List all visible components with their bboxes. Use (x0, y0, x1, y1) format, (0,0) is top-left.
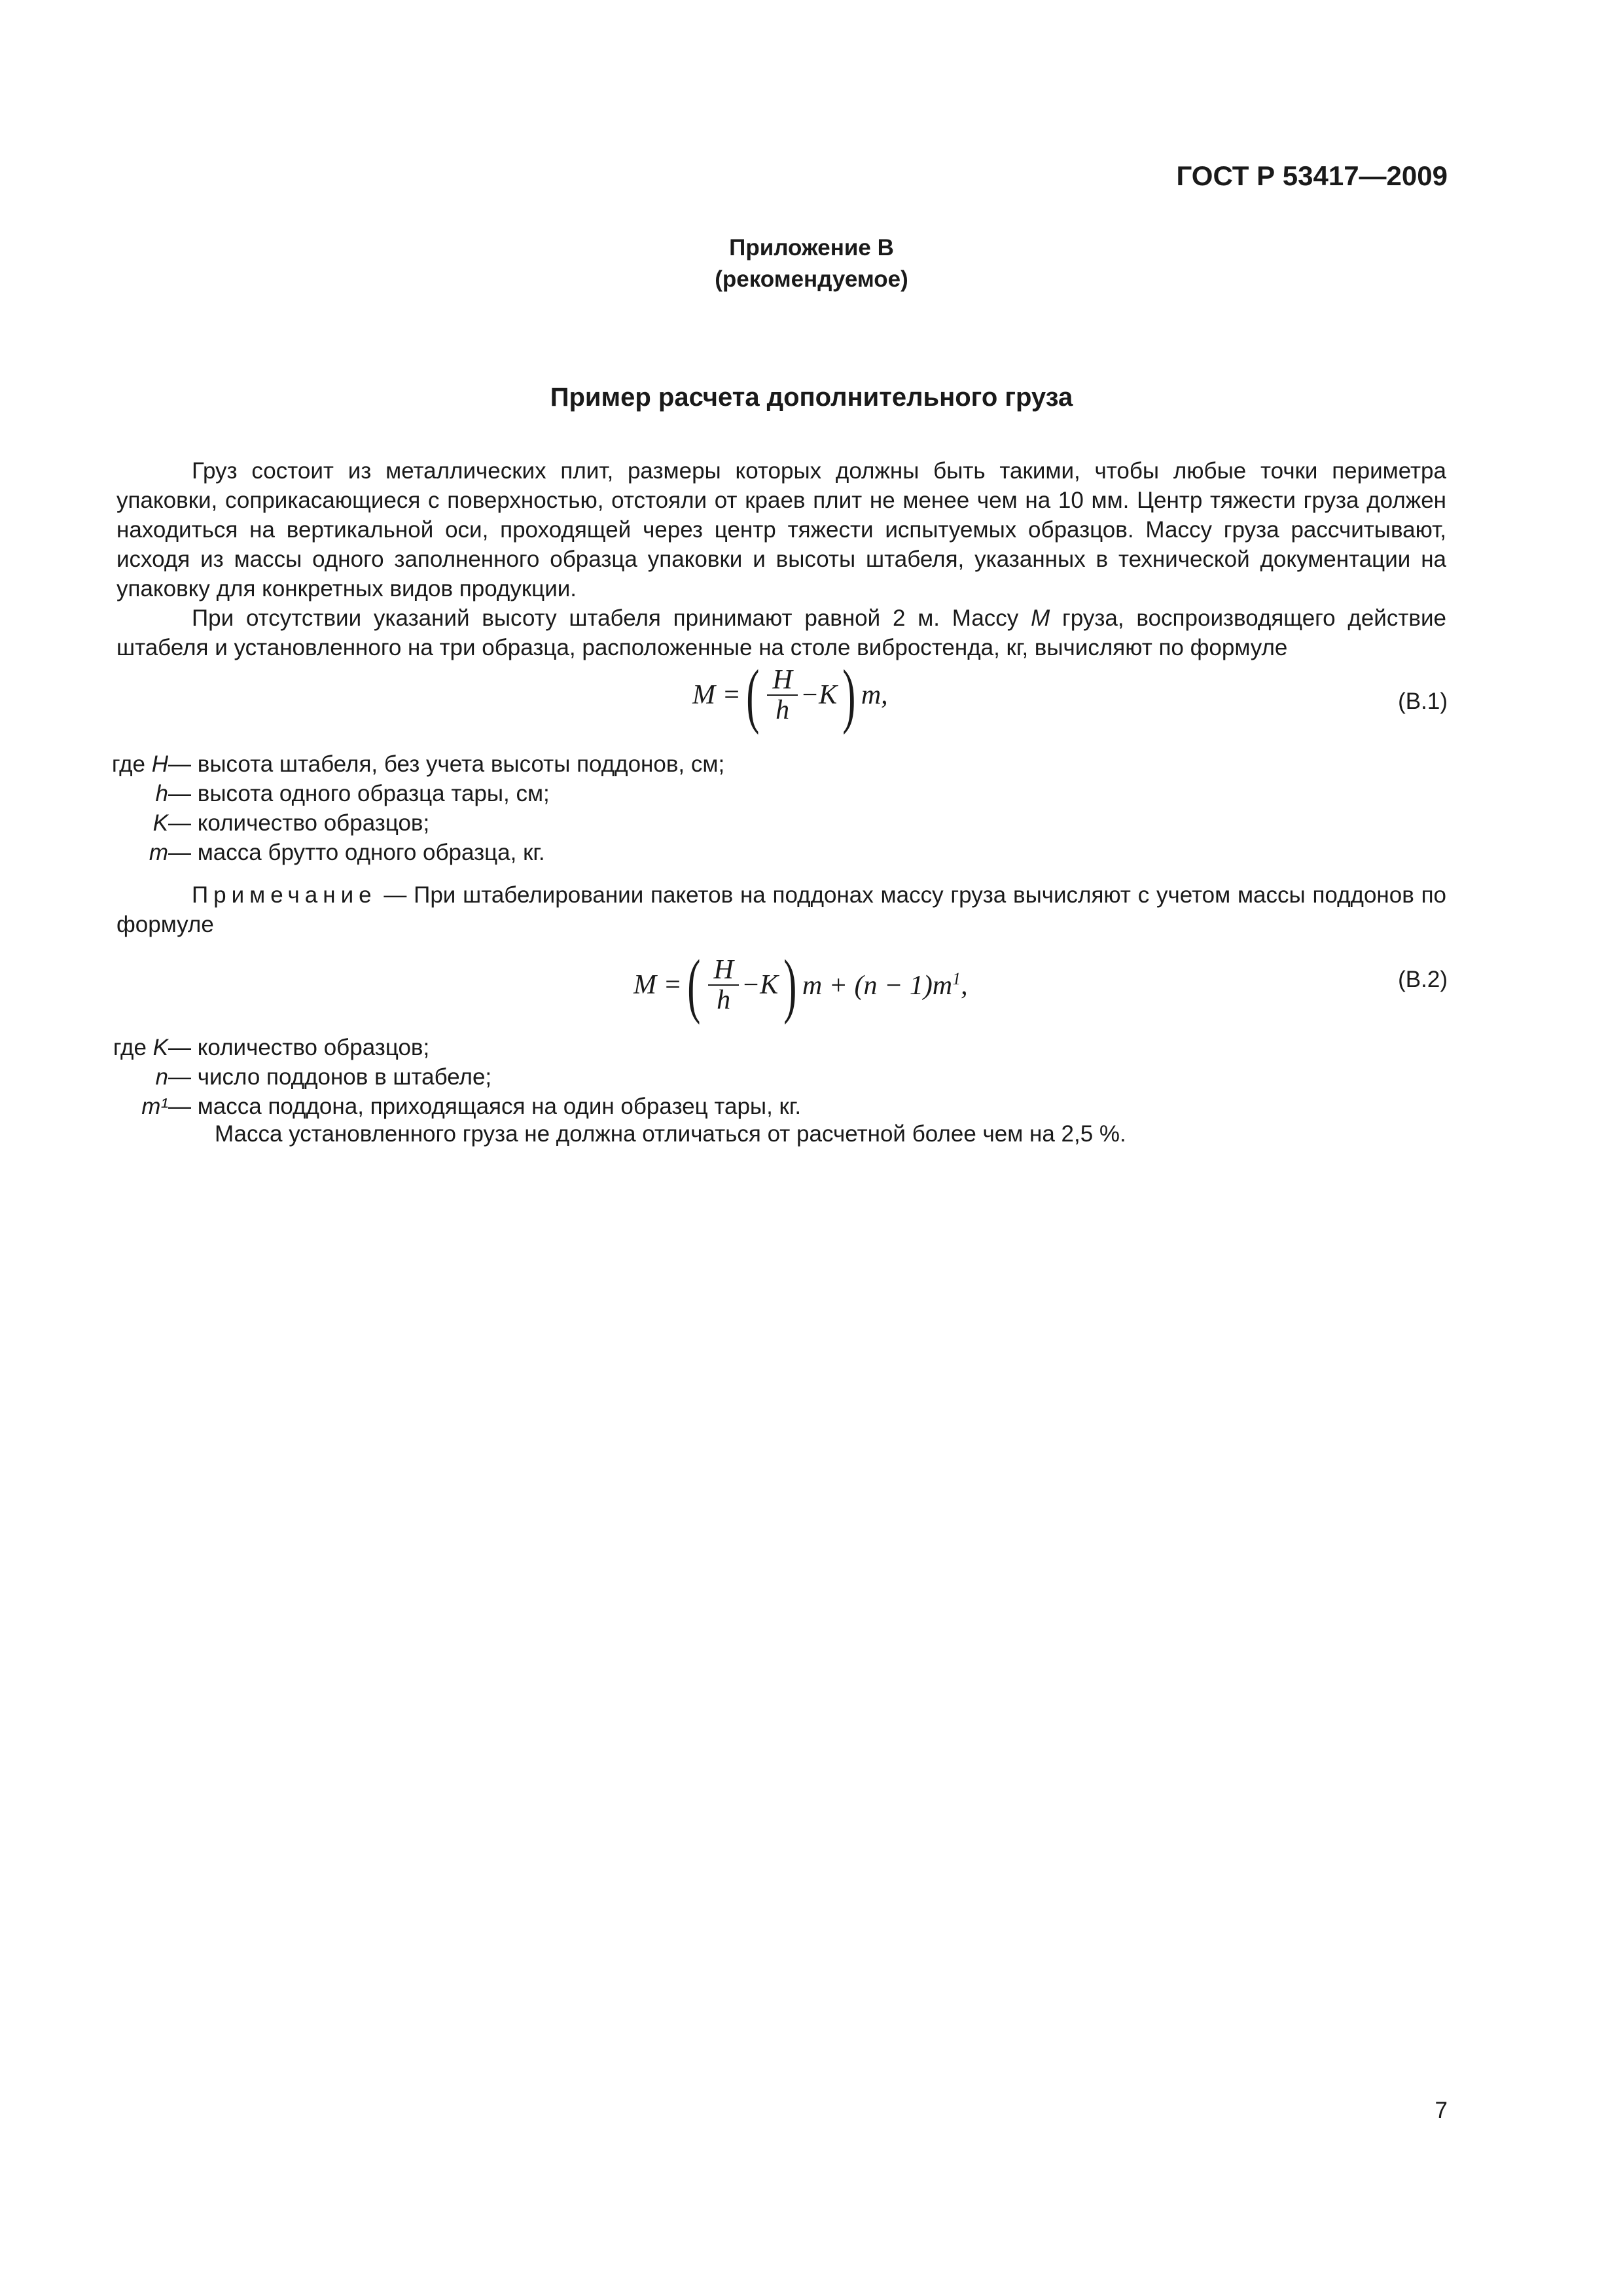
formula-b1-tail: m, (861, 680, 888, 710)
definition-text: — количество образцов; (168, 810, 430, 836)
paragraph-2-start: При отсутствии указаний высоту штабеля принимают равной 2 м. Массу (192, 605, 1031, 631)
paragraph-2 (116, 603, 1446, 662)
formula-b2-tail: $m + (n - 1)m^1$, (802, 969, 968, 1001)
formula-b2-fraction (708, 956, 738, 1014)
paragraph-2-end: груза, воспроизводящего действие штабеля и установленного на три образца, расположенные на столе вибростенда, кг, вычисляют по формуле (116, 605, 1446, 660)
definition-row (0, 1062, 801, 1092)
definition-row (0, 808, 724, 838)
left-paren-icon: ( (746, 655, 760, 735)
formula-b2-denominator: h (717, 985, 731, 1015)
formula-b1-lhs: M = (692, 680, 741, 710)
definition-lead: K (152, 810, 168, 836)
formula-b1 (692, 655, 888, 735)
definition-text: — масса поддона, приходящаяся на один образец тары, кг. (168, 1094, 802, 1119)
definition-row (0, 838, 724, 867)
note-block (116, 880, 1446, 939)
left-paren-icon: ( (687, 945, 701, 1025)
definition-row (0, 749, 724, 779)
section-title: Пример расчета дополнительного груза (550, 383, 1073, 412)
paragraph-1: Груз состоит из металлических плит, размеры которых должны быть такими, чтобы любые точки периметра упаковки, соприкасающиеся с поверхностью, отстояли от краев плит не менее чем на 10 мм. Центр тяжести груза должен находиться на вертикальной оси, проходящей через центр тяжести испытуемых образцов. Массу груза рассчитывают, исходя из массы одного заполненного образца упаковки и высоты штабеля, указанных в технической документации на упаковку для конкретных видов продукции. (116, 458, 1446, 601)
definition-text: — масса брутто одного образца, кг. (168, 840, 545, 865)
definition-text: — число поддонов в штабеле; (168, 1064, 492, 1090)
right-paren-icon: ) (783, 945, 797, 1025)
formula-b1-number: (В.1) (1398, 689, 1448, 714)
annex-status: (рекомендуемое) (715, 266, 908, 292)
formula-b2-numerator: H (708, 956, 738, 986)
final-sentence: Масса установленного груза не должна отличаться от расчетной более чем на 2,5 %. (215, 1121, 1126, 1147)
definition-lead: где K (113, 1035, 168, 1060)
definition-row (0, 1033, 801, 1062)
definition-text: — высота штабеля, без учета высоты поддонов, см; (168, 751, 725, 777)
formula-b1-fraction (767, 666, 797, 725)
formula-b2-lhs: M = (633, 970, 682, 1000)
formula-b1-numerator: H (767, 666, 797, 696)
right-paren-icon: ) (842, 655, 856, 735)
definition-text: — количество образцов; (168, 1035, 430, 1060)
definition-row (0, 779, 724, 808)
definition-lead: где H (111, 751, 168, 777)
definition-lead: h (155, 781, 168, 806)
definition-lead: m¹ (141, 1094, 168, 1119)
note-text: — При штабелировании пакетов на поддонах массу груза вычисляют с учетом массы поддонов по формуле (116, 882, 1446, 937)
paragraph-2-symbol: М (1031, 605, 1050, 631)
formula-b1-denominator: h (776, 695, 790, 725)
annex-label: Приложение В (729, 235, 894, 260)
note-paragraph (116, 880, 1446, 939)
body-text (116, 456, 1446, 662)
standard-id: ГОСТ Р 53417—2009 (1176, 160, 1448, 191)
formula-b2-number: (В.2) (1398, 967, 1448, 992)
formula-b2 (633, 945, 968, 1025)
definition-text: — высота одного образца тары, см; (168, 781, 550, 806)
definitions-b2 (0, 1033, 801, 1121)
definition-lead: m (149, 840, 168, 865)
page-number: 7 (1435, 2098, 1448, 2123)
definitions-b1 (0, 749, 724, 867)
definition-row (0, 1092, 801, 1121)
formula-b1-minus-k: −K (800, 680, 838, 710)
definition-lead: n (155, 1064, 168, 1090)
note-label: Примечание (192, 882, 377, 908)
formula-b2-minus-k: −K (741, 970, 779, 1000)
